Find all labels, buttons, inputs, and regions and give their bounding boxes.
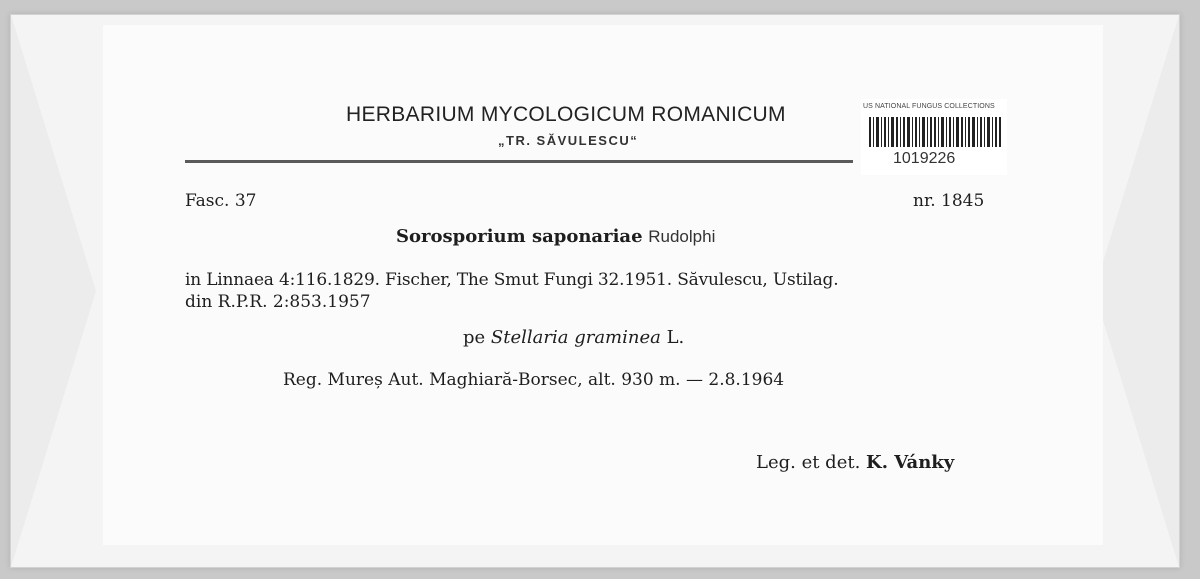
collector-name: K. Vánky (866, 452, 955, 473)
host-prefix: pe (463, 327, 486, 348)
collector-line (756, 452, 954, 473)
barcode-label (861, 99, 1007, 175)
herbarium-label (103, 25, 1103, 545)
envelope-flap-left (11, 15, 96, 567)
specimen-envelope (10, 14, 1180, 568)
collector-prefix: Leg. et det. (756, 452, 861, 473)
host-line (463, 327, 684, 348)
fascicle-number: Fasc. 37 (185, 191, 257, 211)
header-rule (185, 160, 853, 163)
barcode-number: 1019226 (893, 150, 956, 167)
reference-line-2: din R.P.R. 2:853.1957 (185, 292, 371, 312)
envelope-flap-right (1094, 15, 1179, 567)
reference-line-1: in Linnaea 4:116.1829. Fischer, The Smut Fungi 32.1951. Săvulescu, Ustilag. (185, 270, 839, 290)
species-line (396, 226, 715, 247)
specimen-number: nr. 1845 (913, 191, 985, 211)
herbarium-subtitle: „TR. SĂVULESCU“ (498, 133, 639, 148)
herbarium-title: HERBARIUM MYCOLOGICUM ROMANICUM (346, 103, 786, 126)
host-name: Stellaria graminea (490, 327, 661, 348)
species-name: Sorosporium saponariae (396, 226, 643, 247)
barcode-icon (869, 117, 1001, 147)
host-author: L. (666, 327, 685, 348)
locality-line: Reg. Mureș Aut. Maghiară-Borsec, alt. 930 m. — 2.8.1964 (283, 370, 785, 390)
barcode-caption: US NATIONAL FUNGUS COLLECTIONS (863, 103, 995, 110)
species-author: Rudolphi (648, 227, 716, 246)
